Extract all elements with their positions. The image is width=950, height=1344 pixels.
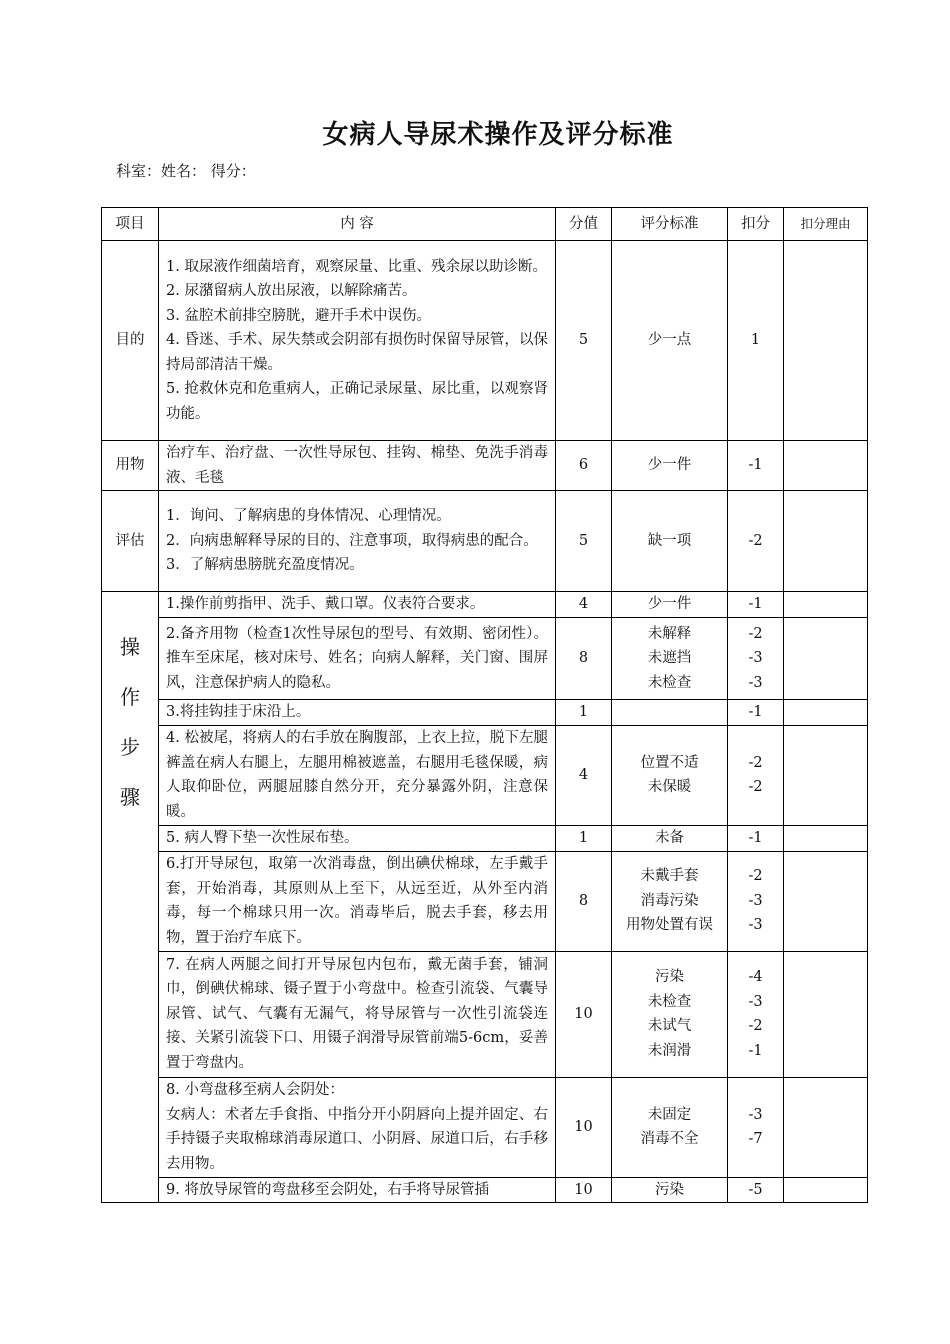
step-deduct: -2 -3 -3: [728, 851, 784, 951]
step-deduct: -2 -2: [728, 725, 784, 825]
step-reason: [784, 951, 868, 1077]
step-criteria: 位置不适 未保暖: [612, 725, 728, 825]
row-item: 用物: [102, 441, 159, 491]
step-criteria: 污染: [612, 1177, 728, 1203]
step-deduct: -1: [728, 592, 784, 618]
header-criteria: 评分标准: [612, 208, 728, 241]
step-reason: [784, 825, 868, 851]
row-criteria: 少一点: [612, 241, 728, 441]
header-score: 分值: [556, 208, 612, 241]
row-deduct: -2: [728, 491, 784, 592]
step-criteria: 未戴手套 消毒污染 用物处置有误: [612, 851, 728, 951]
row-score: 5: [556, 241, 612, 441]
table-row: [102, 241, 868, 441]
step-score: 1: [556, 700, 612, 726]
page-title: 女病人导尿术操作及评分标准: [322, 120, 674, 150]
step-deduct: -1: [728, 825, 784, 851]
step-deduct: -2 -3 -3: [728, 618, 784, 700]
step-deduct: -4 -3 -2 -1: [728, 951, 784, 1077]
step-score: 10: [556, 1177, 612, 1203]
row-deduct: -1: [728, 441, 784, 491]
table-row: [102, 618, 868, 700]
table-row: [102, 491, 868, 592]
row-criteria: 缺一项: [612, 491, 728, 592]
step-criteria: [612, 700, 728, 726]
header-item: 项目: [102, 208, 159, 241]
step-content: 6.打开导尿包，取第一次消毒盘，倒出碘伏棉球，左手戴手套，开始消毒，其原则从上至下，从远至近，从外至内消毒，每一个棉球只用一次。消毒毕后，脱去手套，移去用物，置于治疗车底下。: [159, 851, 556, 951]
table-row: [102, 1177, 868, 1203]
table-row: [102, 1077, 868, 1177]
step-criteria: 未备: [612, 825, 728, 851]
step-content: 1.操作前剪指甲、洗手、戴口罩。仪表符合要求。: [159, 592, 556, 618]
operation-item: 操 作 步 骤: [102, 592, 159, 1203]
table-row: [102, 441, 868, 491]
row-content: 治疗车、治疗盘、一次性导尿包、挂钩、棉垫、免洗手消毒液、毛毯: [159, 441, 556, 491]
step-reason: [784, 851, 868, 951]
step-score: 4: [556, 592, 612, 618]
step-content: 7. 在病人两腿之间打开导尿包内包布，戴无菌手套，铺洞巾，倒碘伏棉球、镊子置于小弯盘中。检查引流袋、气囊导尿管、试气、气囊有无漏气，将导尿管与一次性引流袋连接、关紧引流袋下口、用镊子润滑导尿管前端5-6cm，妥善置于弯盘内。: [159, 951, 556, 1077]
row-score: 6: [556, 441, 612, 491]
table-header-row: [102, 208, 868, 241]
step-reason: [784, 725, 868, 825]
table-row: [102, 592, 868, 618]
row-reason: [784, 241, 868, 441]
step-deduct: -5: [728, 1177, 784, 1203]
step-content: 8. 小弯盘移至病人会阴处： 女病人：术者左手食指、中指分开小阴唇向上提并固定、右手持镊子夹取棉球消毒尿道口、小阴唇、尿道口后，右手移去用物。: [159, 1077, 556, 1177]
step-score: 8: [556, 851, 612, 951]
table-row: [102, 851, 868, 951]
step-reason: [784, 1077, 868, 1177]
step-reason: [784, 618, 868, 700]
step-score: 4: [556, 725, 612, 825]
table-row: [102, 951, 868, 1077]
step-content: 9. 将放导尿管的弯盘移至会阴处，右手将导尿管插: [159, 1177, 556, 1203]
row-reason: [784, 441, 868, 491]
step-score: 10: [556, 1077, 612, 1177]
row-item: 目的: [102, 241, 159, 441]
step-reason: [784, 592, 868, 618]
step-content: 2.备齐用物（检查1次性导尿包的型号、有效期、密闭性）。推车至床尾，核对床号、姓名；向病人解释，关门窗、围屏风，注意保护病人的隐私。: [159, 618, 556, 700]
table-row: [102, 725, 868, 825]
step-criteria: 污染 未检查 未试气 未润滑: [612, 951, 728, 1077]
step-content: 3.将挂钩挂于床沿上。: [159, 700, 556, 726]
step-score: 10: [556, 951, 612, 1077]
table-row: [102, 825, 868, 851]
step-criteria: 少一件: [612, 592, 728, 618]
table-row: [102, 700, 868, 726]
step-reason: [784, 700, 868, 726]
row-content: 1. 取尿液作细菌培育，观察尿量、比重、残余尿以助诊断。 2. 尿潴留病人放出尿液，以解除痛苦。 3. 盆腔术前排空膀胱，避开手术中误伤。 4. 昏迷、手术、尿失禁或会阴部有损伤时保留导尿管，以保持局部清洁干燥。 5. 抢救休克和危重病人，正确记录尿量、尿比重，以观察肾功能。: [159, 241, 556, 441]
row-criteria: 少一件: [612, 441, 728, 491]
step-criteria: 未解释 未遮挡 未检查: [612, 618, 728, 700]
header-reason: 扣分理由: [784, 208, 868, 241]
row-content: 1．询问、了解病患的身体情况、心理情况。 2．向病患解释导尿的目的、注意事项，取得病患的配合。 3．了解病患膀胱充盈度情况。: [159, 491, 556, 592]
step-deduct: -1: [728, 700, 784, 726]
step-content: 5. 病人臀下垫一次性尿布垫。: [159, 825, 556, 851]
row-score: 5: [556, 491, 612, 592]
step-criteria: 未固定 消毒不全: [612, 1077, 728, 1177]
scoring-table: [101, 207, 868, 1203]
header-deduct: 扣分: [728, 208, 784, 241]
row-item: 评估: [102, 491, 159, 592]
step-content: 4. 松被尾，将病人的右手放在胸腹部，上衣上拉，脱下左腿裤盖在病人右腿上，左腿用棉被遮盖，右腿用毛毯保暖，病人取仰卧位，两腿屈膝自然分开，充分暴露外阴，注意保暖。: [159, 725, 556, 825]
meta-line: 科室：姓名： 得分：: [116, 162, 256, 180]
step-reason: [784, 1177, 868, 1203]
row-reason: [784, 491, 868, 592]
header-content: 内 容: [159, 208, 556, 241]
row-deduct: 1: [728, 241, 784, 441]
step-score: 1: [556, 825, 612, 851]
step-score: 8: [556, 618, 612, 700]
step-deduct: -3 -7: [728, 1077, 784, 1177]
